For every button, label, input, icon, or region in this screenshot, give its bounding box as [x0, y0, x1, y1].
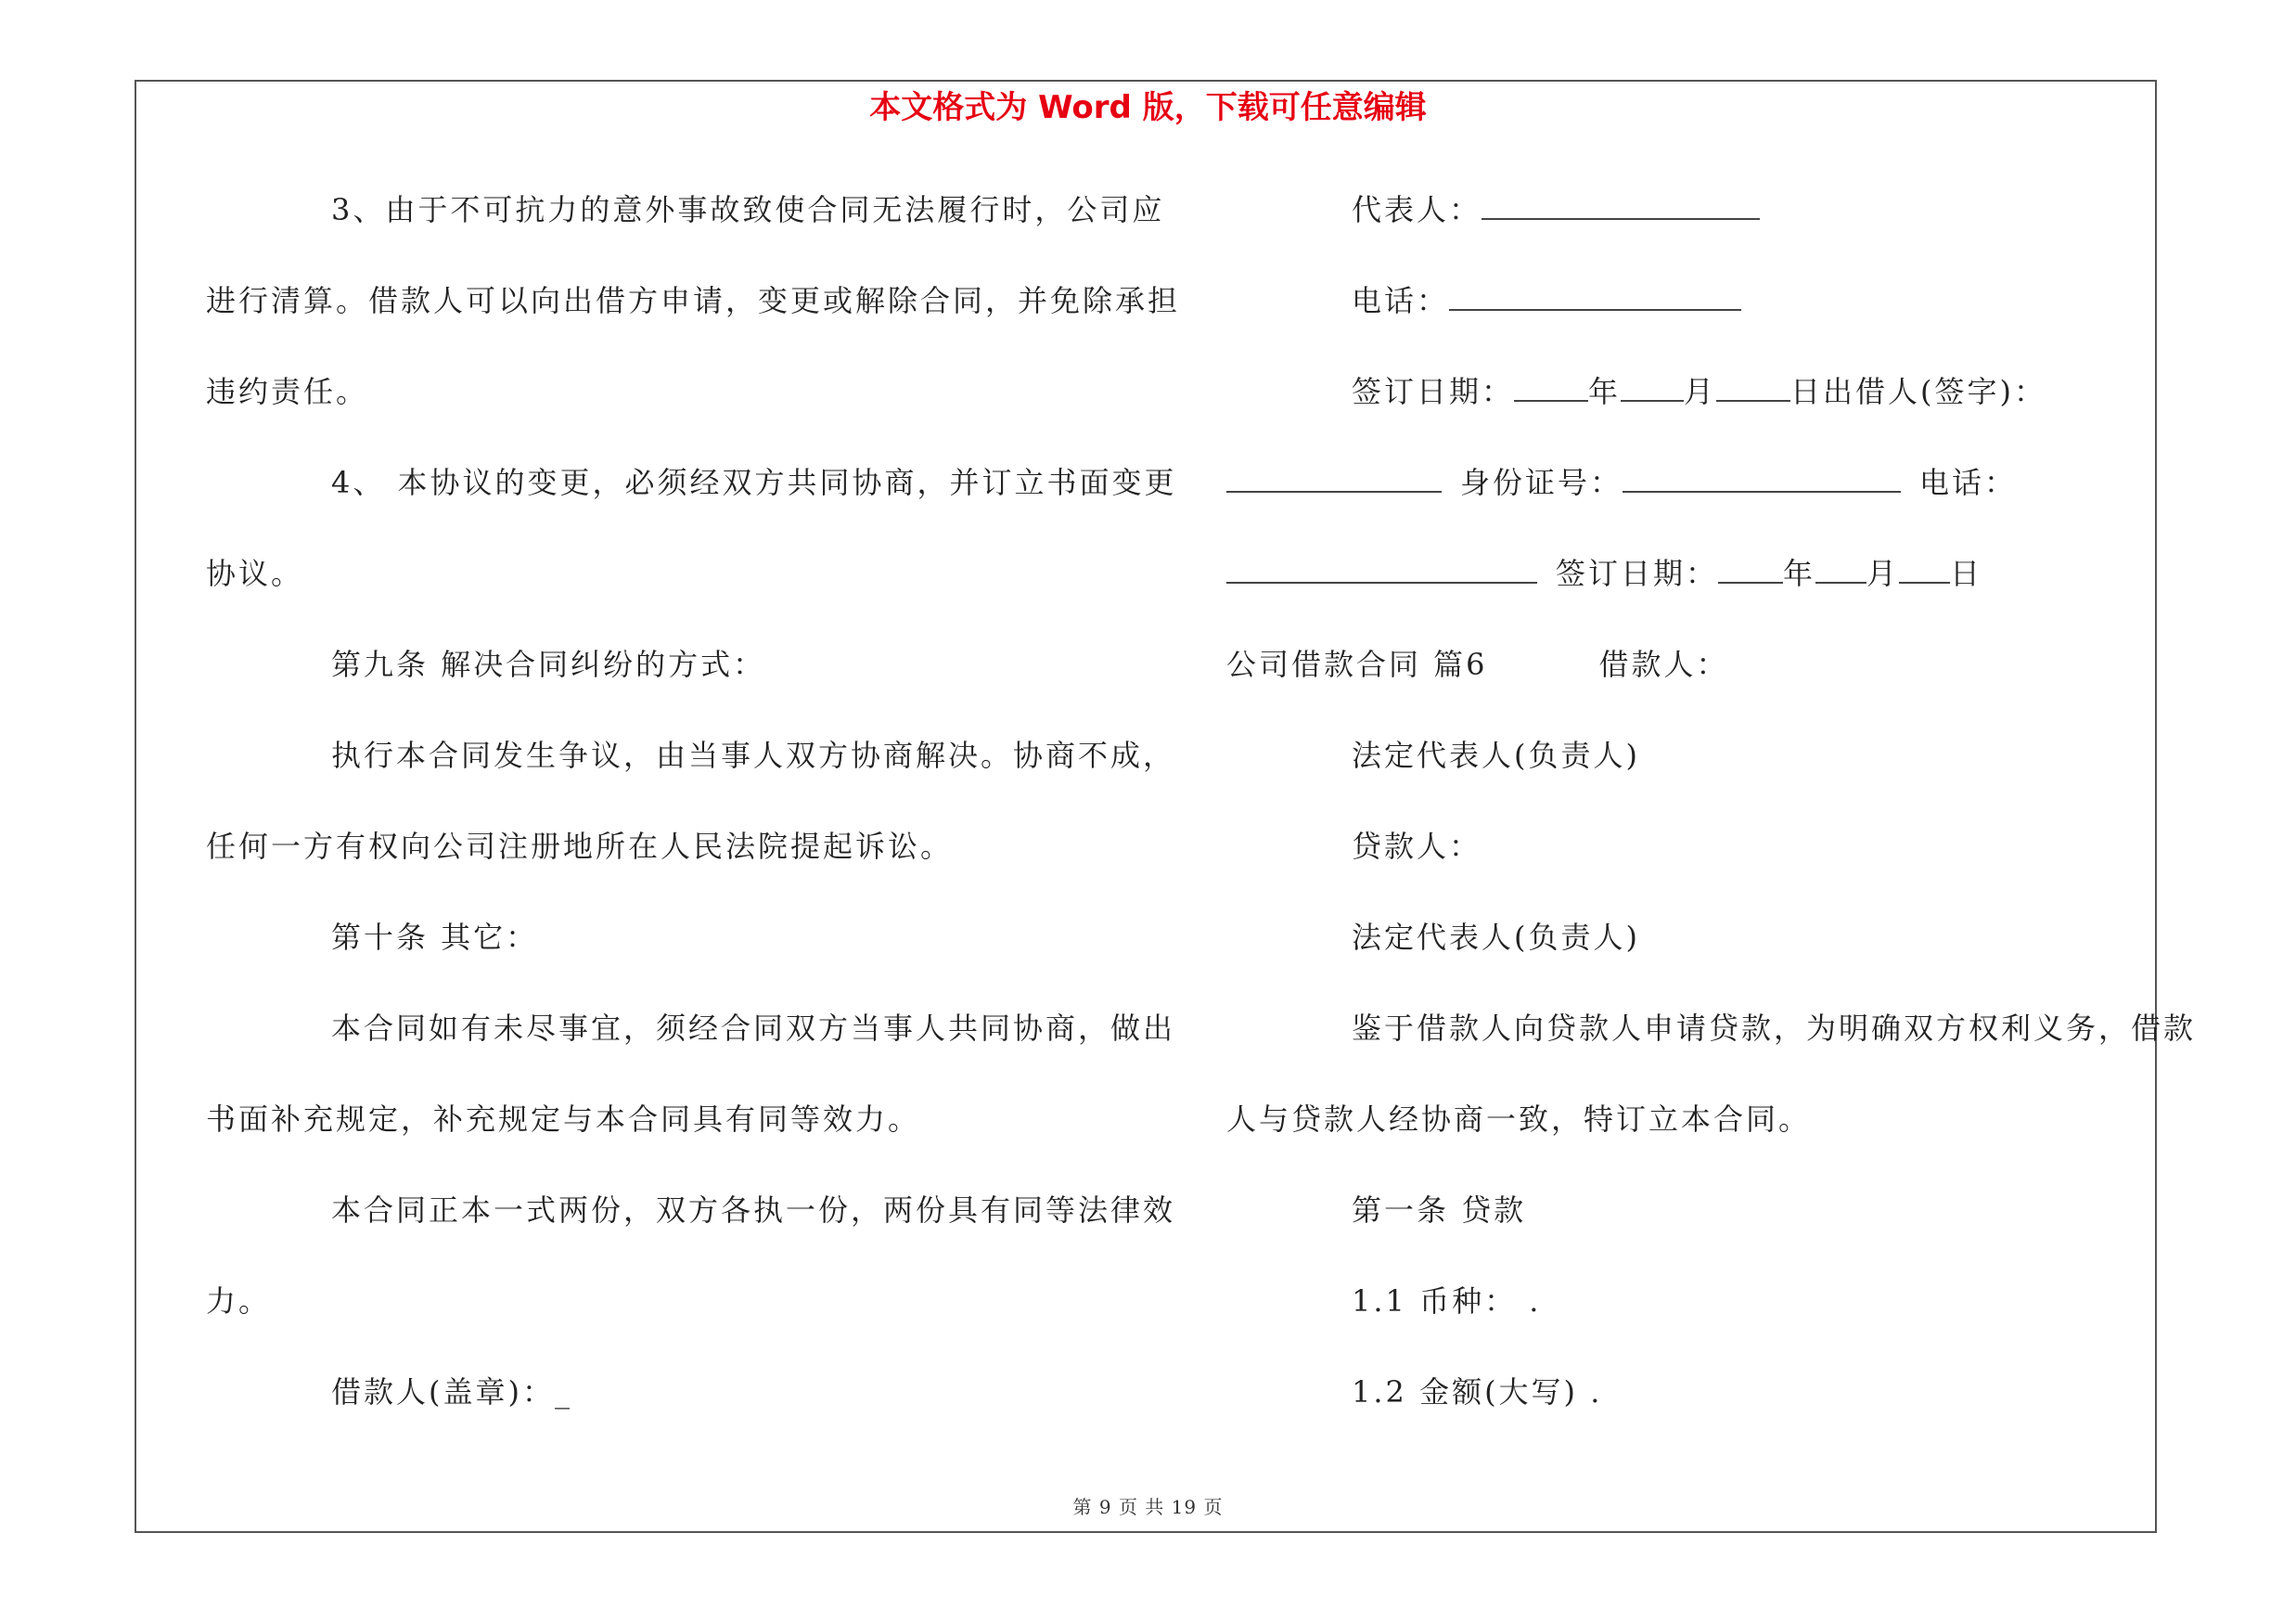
paragraph-line: 协议。: [206, 556, 304, 591]
day-lender-label: 日出借人(签字)：: [1790, 374, 2047, 409]
section-title: 公司借款合同 篇6: [1226, 647, 1488, 682]
amount-line: 1.2 金额(大写) .: [1352, 1374, 1603, 1410]
legal-rep-line: 法定代表人(负责人): [1352, 738, 1640, 773]
phone-label-2: 电话：: [1919, 465, 2018, 500]
paragraph-line: 进行清算。借款人可以向出借方申请，变更或解除合同，并免除承担: [206, 283, 1181, 318]
paragraph-line: 本合同正本一式两份，双方各执一份，两份具有同等法律效: [331, 1192, 1176, 1228]
month-label: 月: [1684, 374, 1717, 409]
id-line: [1226, 458, 2154, 549]
sign-date-label-2: 签订日期：: [1556, 556, 1719, 591]
year-label-2: 年: [1783, 556, 1816, 591]
article-heading: 第十条 其它：: [331, 920, 539, 955]
day-label-2: 日: [1950, 556, 1983, 591]
paragraph-line: 违约责任。: [206, 374, 369, 409]
year-label: 年: [1588, 374, 1622, 409]
representative-line: [1226, 186, 2154, 277]
article-heading: 第九条 解决合同纠纷的方式：: [331, 647, 766, 682]
id-label: 身份证号：: [1460, 465, 1623, 500]
representative-blank: [1481, 190, 1760, 220]
sign-date-line: [1226, 367, 2154, 458]
preamble-line: 鉴于借款人向贷款人申请贷款，为明确双方权利义务，借款: [1352, 1011, 2197, 1046]
lender-line: 贷款人：: [1352, 829, 1482, 864]
borrower-seal-line: 借款人(盖章)：_: [331, 1374, 572, 1410]
phone-line: [1226, 277, 2154, 367]
right-column: [1226, 186, 2197, 1459]
paragraph-line: 力。: [206, 1283, 272, 1319]
borrower-label: 借款人：: [1598, 647, 1729, 682]
word-format-banner: 本文格式为 Word 版，下载可任意编辑: [869, 89, 1427, 126]
year-blank: [1514, 372, 1588, 402]
sign-date-line-2: [1226, 549, 2154, 640]
year-blank-2: [1718, 554, 1783, 584]
representative-label: 代表人：: [1352, 192, 1482, 227]
paragraph-line: 书面补充规定，补充规定与本合同具有同等效力。: [206, 1101, 921, 1137]
legal-rep-line: 法定代表人(负责人): [1352, 920, 1640, 955]
month-label-2: 月: [1866, 556, 1900, 591]
page-number-footer: 第 9 页 共 19 页: [1072, 1496, 1224, 1518]
left-column: [206, 186, 1181, 1459]
phone-blank: [1449, 281, 1741, 311]
month-blank: [1621, 372, 1684, 402]
lender-name-blank: [1226, 463, 1442, 493]
paragraph-line: 执行本合同发生争议，由当事人双方协商解决。协商不成，: [331, 738, 1176, 773]
currency-line: 1.1 币种： .: [1352, 1283, 1542, 1319]
paragraph-line: 本合同如有未尽事宜，须经合同双方当事人共同协商，做出: [331, 1011, 1176, 1046]
preamble-line: 人与贷款人经协商一致，特订立本合同。: [1226, 1101, 1812, 1137]
article-heading: 第一条 贷款: [1352, 1192, 1527, 1228]
id-blank: [1623, 463, 1901, 493]
paragraph-line: 4、 本协议的变更，必须经双方共同协商，并订立书面变更: [331, 465, 1177, 500]
day-blank: [1716, 372, 1790, 402]
paragraph-line: 3、由于不可抗力的意外事故致使合同无法履行时，公司应: [331, 192, 1165, 227]
phone-label: 电话：: [1352, 283, 1450, 318]
paragraph-line: 任何一方有权向公司注册地所在人民法院提起诉讼。: [206, 829, 954, 864]
day-blank-2: [1899, 554, 1950, 584]
month-blank-2: [1815, 554, 1866, 584]
sign-date-label: 签订日期：: [1352, 374, 1515, 409]
phone-blank-2: [1226, 554, 1537, 584]
contract-section-line: [1226, 640, 2154, 731]
